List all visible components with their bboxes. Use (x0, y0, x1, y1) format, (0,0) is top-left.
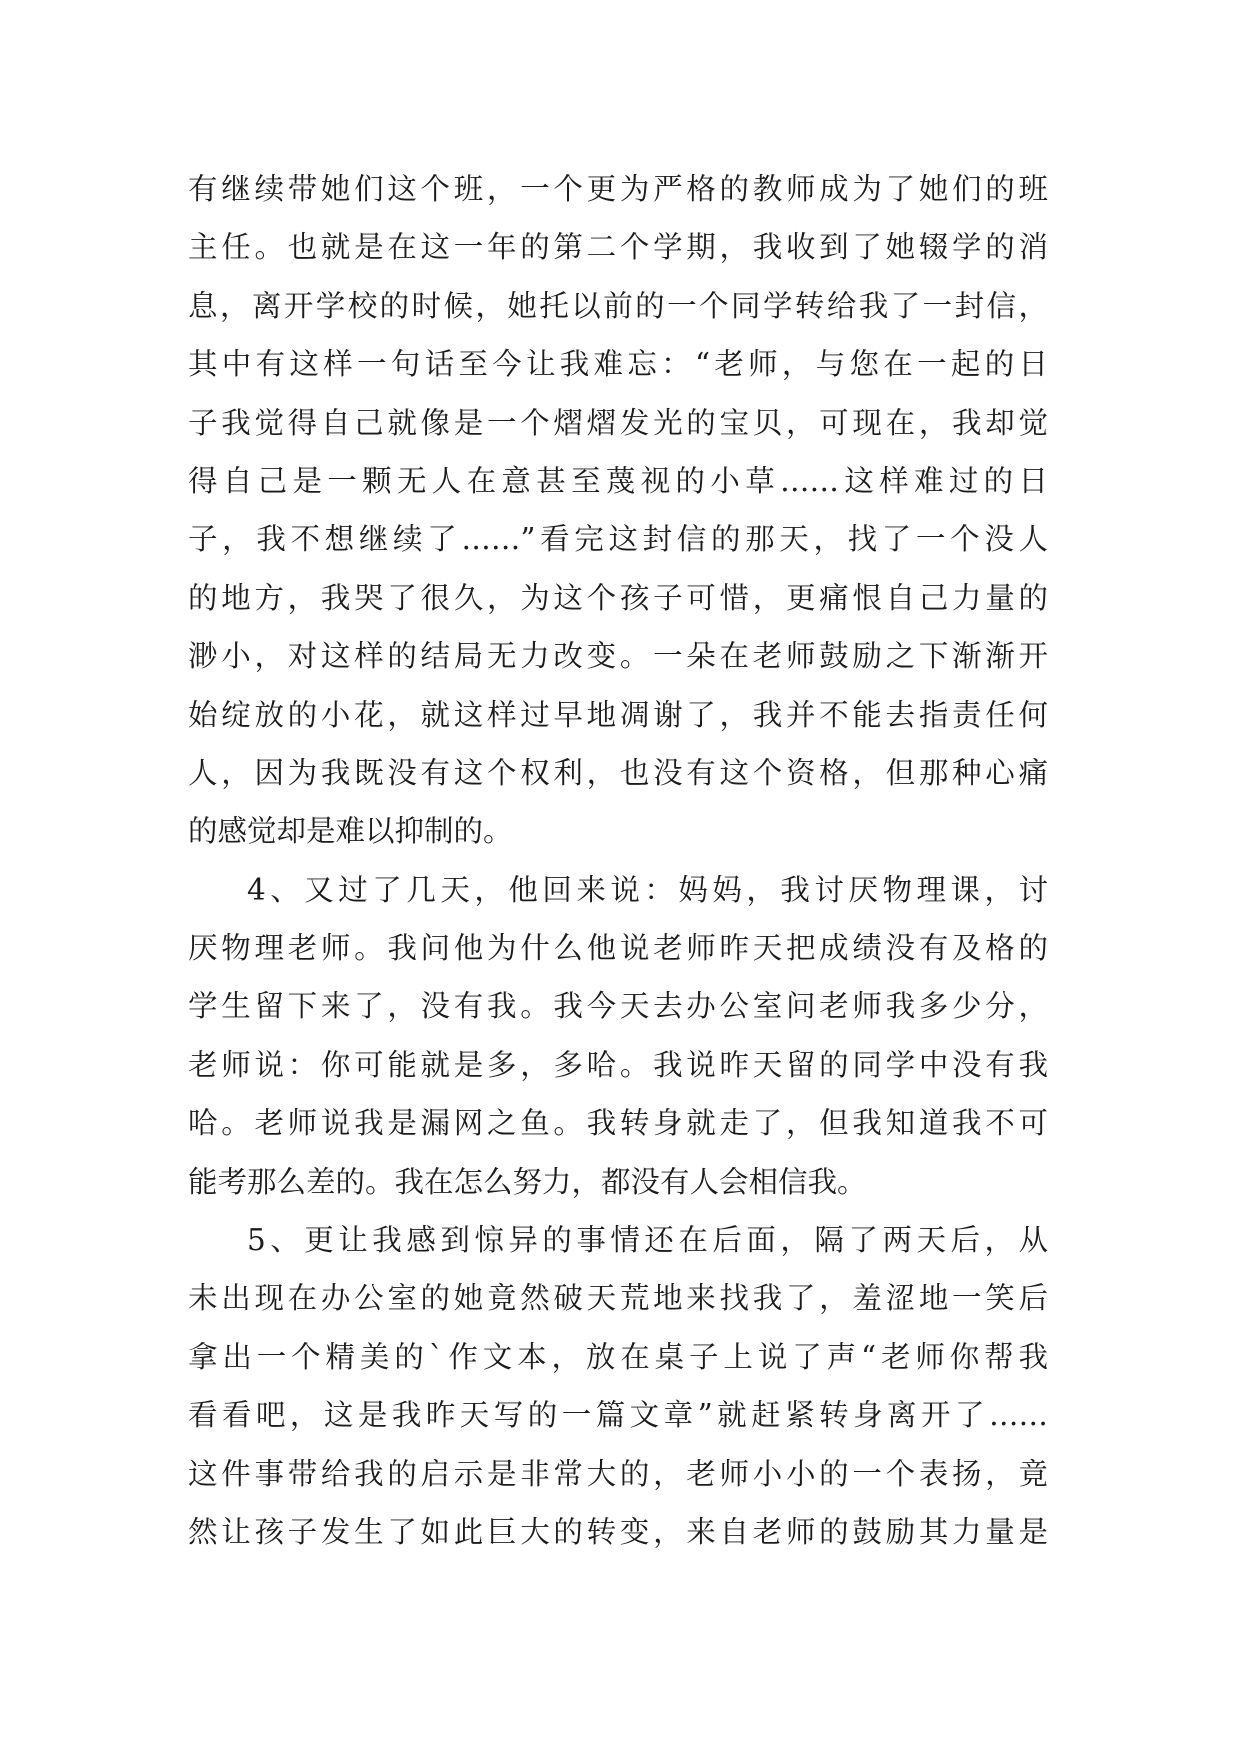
text-line: 有继续带她们这个班，一个更为严格的教师成为了她们的班 (188, 172, 1048, 206)
text-line: 学生留下来了，没有我。我今天去办公室问老师我多少分， (188, 989, 1048, 1024)
text-line: 息，离开学校的时候，她托以前的一个同学转给我了一封信， (188, 288, 1048, 323)
text-line: 厌物理老师。我问他为什么他说老师昨天把成绩没有及格的 (188, 931, 1048, 966)
paragraph-3 (188, 1211, 1048, 1561)
text-line: 5、更让我感到惊异的事情还在后面，隔了两天后，从 (247, 1223, 1048, 1258)
text-line: 得自己是一颗无人在意甚至蔑视的小草……这样难过的日 (188, 463, 1048, 498)
text-line: 老师说：你可能就是多，多哈。我说昨天留的同学中没有我 (188, 1047, 1048, 1082)
text-line: 然让孩子发生了如此巨大的转变，来自老师的鼓励其力量是 (188, 1514, 1048, 1549)
text-line: 始绽放的小花，就这样过早地凋谢了，我并不能去指责任何 (188, 697, 1048, 732)
text-line: 其中有这样一句话至今让我难忘：“老师，与您在一起的日 (188, 347, 1048, 382)
text-line: 哈。老师说我是漏网之鱼。我转身就走了，但我知道我不可 (188, 1106, 1048, 1141)
text-line: 未出现在办公室的她竟然破天荒地来找我了，羞涩地一笑后 (188, 1281, 1048, 1316)
paragraph-1 (188, 160, 1048, 861)
text-line: 子，我不想继续了……”看完这封信的那天，找了一个没人 (188, 522, 1048, 557)
text-line: 主任。也就是在这一年的第二个学期，我收到了她辍学的消 (188, 230, 1048, 265)
text-line: 能考那么差的。我在怎么努力，都没有人会相信我。 (188, 1164, 867, 1199)
text-line: 子我觉得自己就像是一个熠熠发光的宝贝，可现在，我却觉 (188, 405, 1048, 440)
text-line: 的感觉却是难以抑制的。 (188, 814, 513, 849)
text-line: 拿出一个精美的`作文本，放在桌子上说了声“老师你帮我 (188, 1339, 1048, 1374)
text-line: 渺小，对这样的结局无力改变。一朵在老师鼓励之下渐渐开 (188, 639, 1048, 674)
text-line: 看看吧，这是我昨天写的一篇文章”就赶紧转身离开了…… (188, 1398, 1048, 1433)
text-line: 4、又过了几天，他回来说：妈妈，我讨厌物理课，讨 (247, 872, 1048, 907)
text-line: 的地方，我哭了很久，为这个孩子可惜，更痛恨自己力量的 (188, 580, 1048, 615)
text-line: 人，因为我既没有这个权利，也没有这个资格，但那种心痛 (188, 755, 1048, 790)
text-line: 这件事带给我的启示是非常大的，老师小小的一个表扬，竟 (188, 1456, 1048, 1491)
document-body (188, 160, 1048, 1561)
paragraph-2 (188, 861, 1048, 1211)
